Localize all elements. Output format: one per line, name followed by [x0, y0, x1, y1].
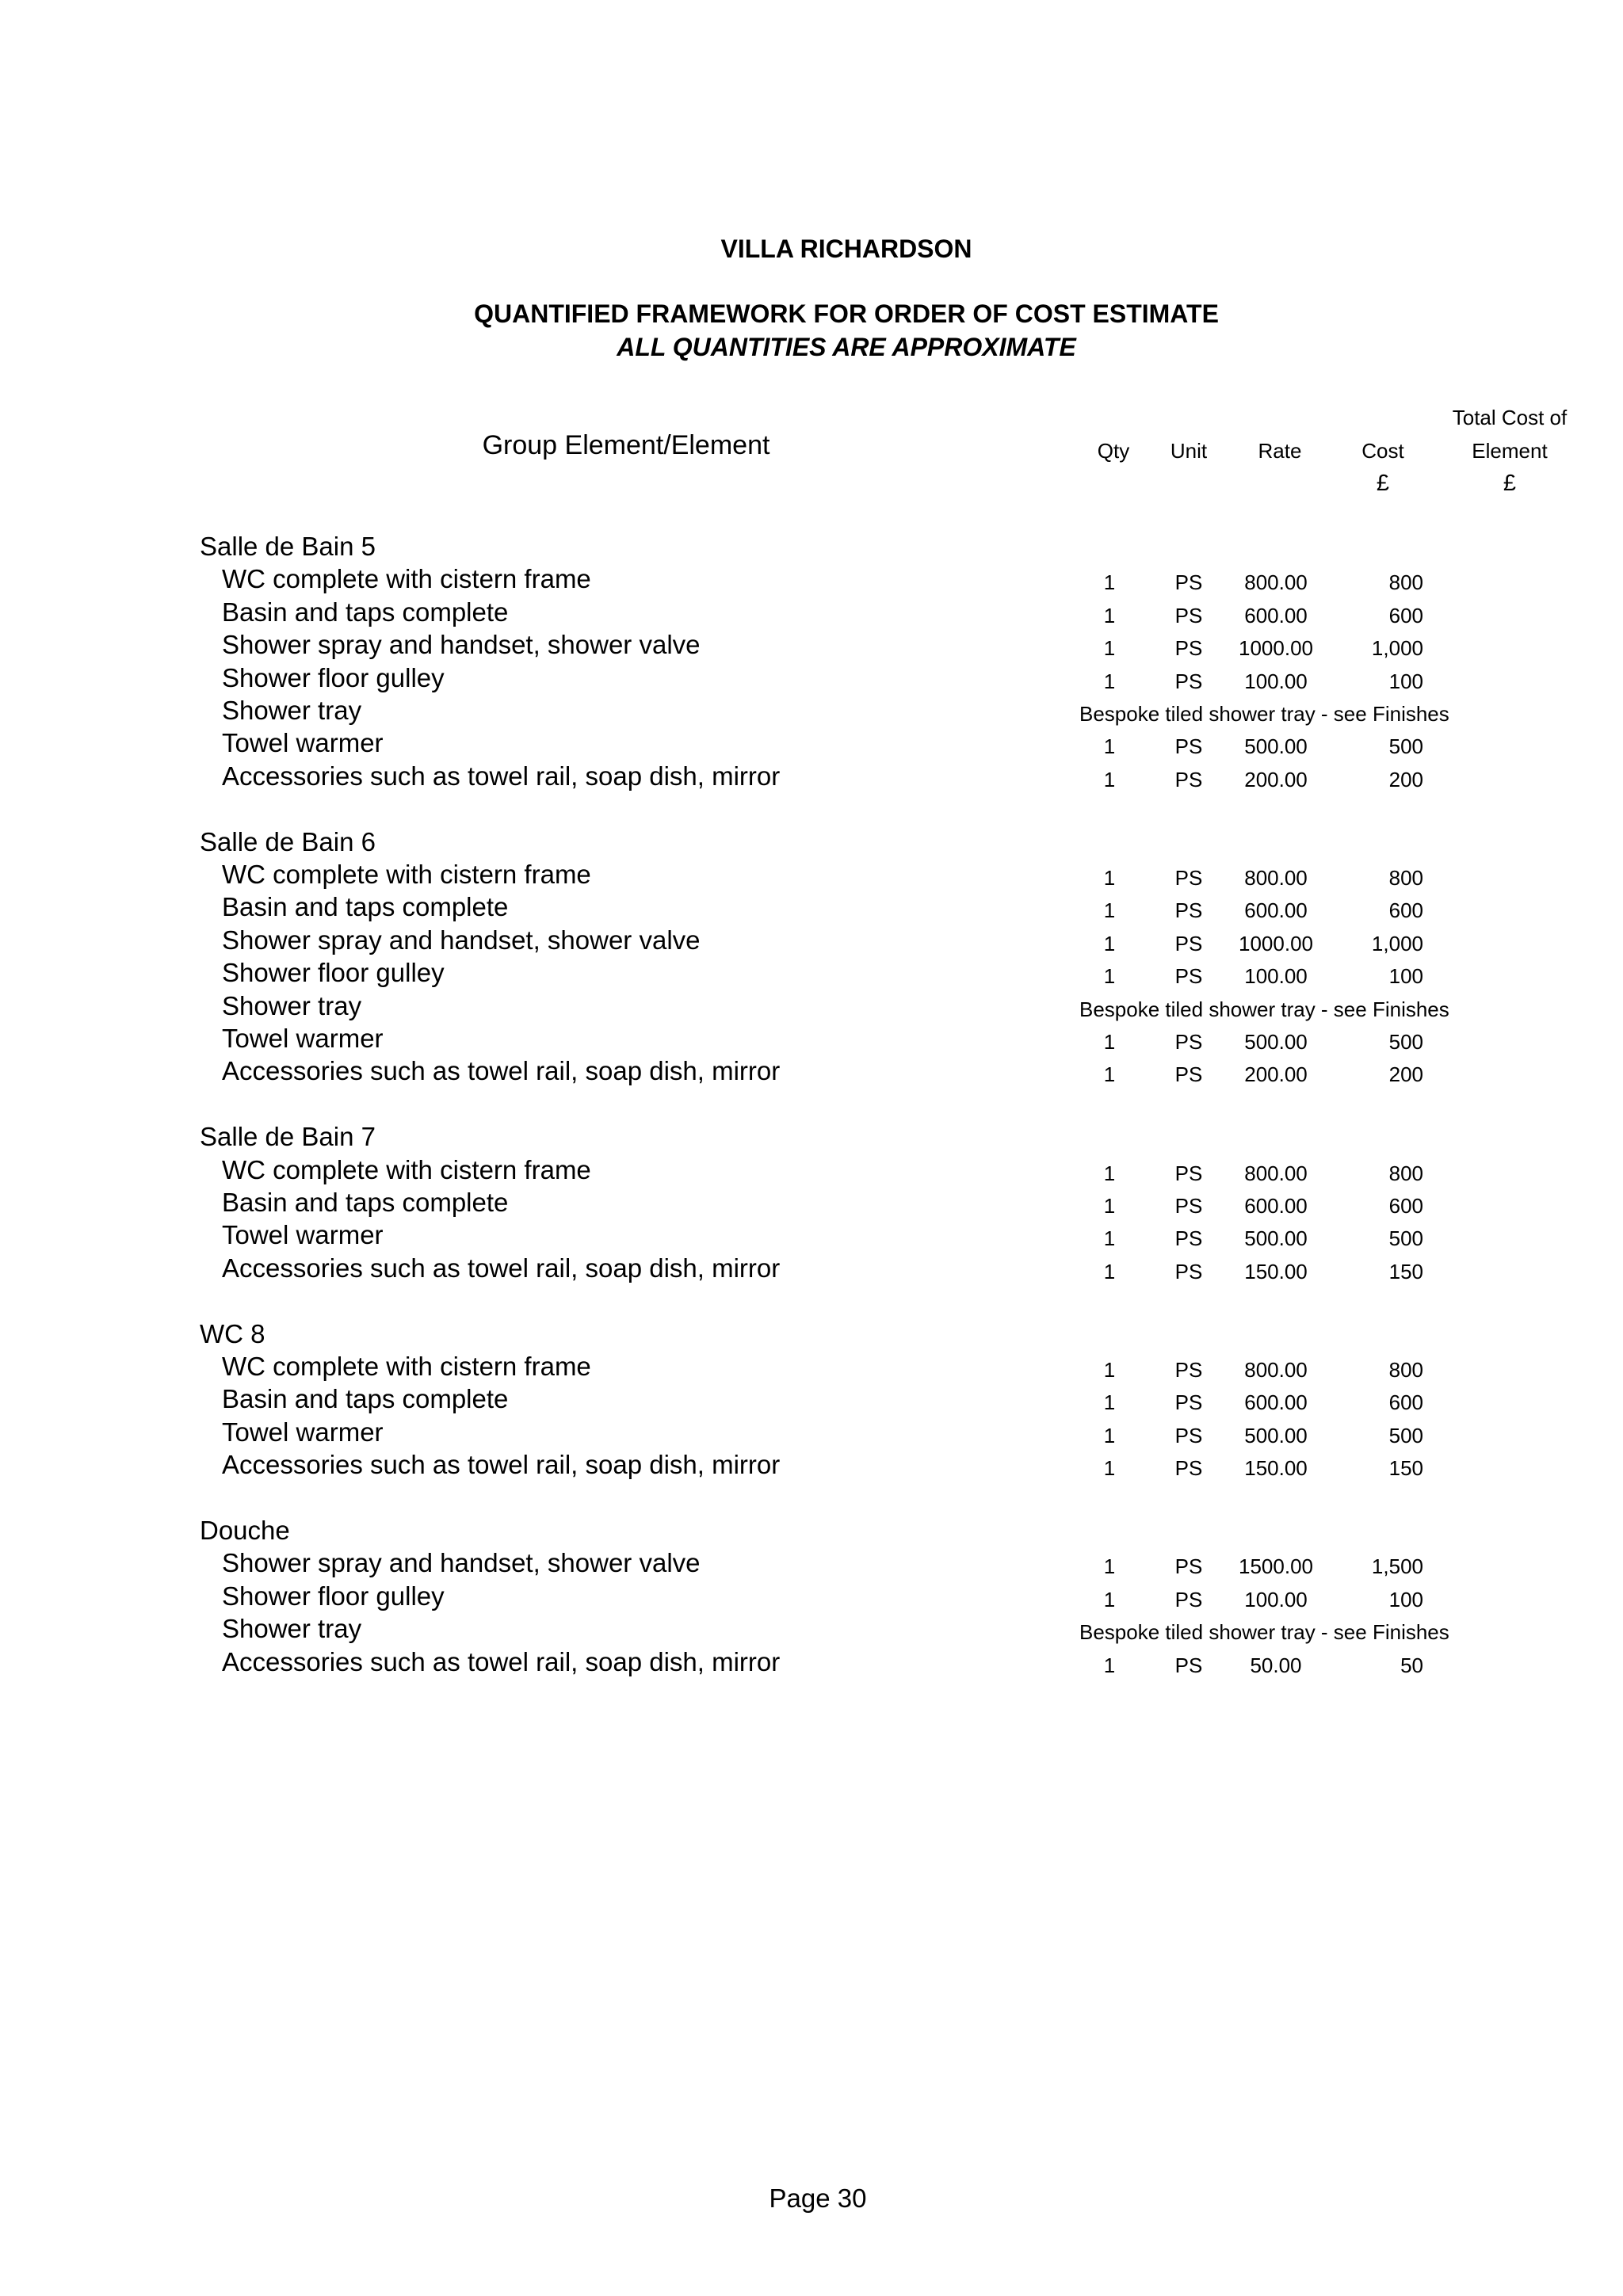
- table-row: [0, 563, 1623, 597]
- qty-cell: 1: [1103, 669, 1116, 693]
- header-total-cost-line2: Element: [1472, 439, 1548, 463]
- element-label: WC complete with cistern frame: [222, 1352, 591, 1381]
- table-row: [0, 859, 1623, 892]
- group-row: [0, 1515, 1623, 1548]
- unit-cell: PS: [1174, 1030, 1203, 1054]
- element-label: WC complete with cistern frame: [222, 860, 591, 889]
- element-label: Shower spray and handset, shower valve: [222, 630, 701, 660]
- header-cost: Cost: [1361, 439, 1404, 463]
- unit-cell: PS: [1174, 1653, 1203, 1677]
- cost-cell: 800: [1388, 1358, 1423, 1382]
- table-row: [0, 1351, 1623, 1384]
- rate-cell: 100.00: [1244, 1587, 1308, 1611]
- rate-cell: 200.00: [1244, 1062, 1308, 1087]
- group-title: Salle de Bain 7: [200, 1122, 376, 1152]
- cost-cell: 800: [1388, 570, 1423, 595]
- rate-cell: 800.00: [1244, 570, 1308, 595]
- qty-cell: 1: [1103, 1226, 1116, 1251]
- group-row: [0, 531, 1623, 564]
- cost-cell: 100: [1388, 669, 1423, 693]
- element-label: Accessories such as towel rail, soap dish, mirror: [222, 1056, 781, 1086]
- qty-cell: 1: [1103, 1358, 1116, 1382]
- cost-cell: 600: [1388, 898, 1423, 923]
- rate-cell: 100.00: [1244, 669, 1308, 693]
- cost-cell: 1,000: [1371, 931, 1423, 955]
- element-label: Towel warmer: [222, 1417, 384, 1447]
- element-label: WC complete with cistern frame: [222, 1154, 591, 1184]
- rate-cell: 600.00: [1244, 603, 1308, 627]
- cost-cell: 200: [1388, 767, 1423, 791]
- element-label: Shower floor gulley: [222, 662, 445, 692]
- cost-cell: 150: [1388, 1259, 1423, 1283]
- cost-cell: 500: [1388, 1423, 1423, 1447]
- rate-cell: 1000.00: [1239, 636, 1313, 661]
- unit-cell: PS: [1174, 636, 1203, 661]
- element-note: Bespoke tiled shower tray - see Finishes: [1079, 702, 1449, 726]
- rate-cell: 500.00: [1244, 734, 1308, 759]
- qty-cell: 1: [1103, 1390, 1116, 1415]
- qty-cell: 1: [1103, 570, 1116, 595]
- element-note: Bespoke tiled shower tray - see Finishes: [1079, 997, 1449, 1021]
- header-total-cost-line1: Total Cost of: [1452, 406, 1568, 429]
- table-row: [0, 990, 1623, 1024]
- unit-cell: PS: [1174, 734, 1203, 759]
- rate-cell: 500.00: [1244, 1030, 1308, 1054]
- group-row: [0, 1121, 1623, 1154]
- unit-cell: PS: [1174, 1062, 1203, 1087]
- qty-cell: 1: [1103, 767, 1116, 791]
- cost-cell: 100: [1388, 1587, 1423, 1611]
- rate-cell: 1500.00: [1239, 1554, 1313, 1579]
- table-row: [0, 891, 1623, 925]
- cost-cell: 50: [1400, 1653, 1423, 1677]
- element-label: Accessories such as towel rail, soap dish, mirror: [222, 1253, 781, 1283]
- table-row: [0, 1023, 1623, 1056]
- qty-cell: 1: [1103, 1062, 1116, 1087]
- cost-cell: 600: [1388, 1390, 1423, 1415]
- rate-cell: 150.00: [1244, 1259, 1308, 1283]
- table-row: [0, 629, 1623, 662]
- rate-cell: 1000.00: [1239, 931, 1313, 955]
- unit-cell: PS: [1174, 570, 1203, 595]
- element-label: Shower tray: [222, 696, 362, 725]
- rate-cell: 800.00: [1244, 1161, 1308, 1185]
- header-group-element: Group Element/Element: [482, 430, 770, 460]
- element-label: Accessories such as towel rail, soap dish, mirror: [222, 1450, 781, 1480]
- unit-cell: PS: [1174, 1161, 1203, 1185]
- unit-cell: PS: [1174, 931, 1203, 955]
- element-label: Shower spray and handset, shower valve: [222, 1548, 701, 1578]
- element-label: Towel warmer: [222, 1220, 384, 1250]
- rate-cell: 600.00: [1244, 1390, 1308, 1415]
- cost-cell: 1,500: [1371, 1554, 1423, 1579]
- element-label: WC complete with cistern frame: [222, 564, 591, 594]
- element-label: Basin and taps complete: [222, 892, 509, 922]
- element-label: Accessories such as towel rail, soap dish, mirror: [222, 761, 781, 791]
- unit-cell: PS: [1174, 898, 1203, 923]
- table-row: [0, 1055, 1623, 1089]
- qty-cell: 1: [1103, 1161, 1116, 1185]
- cost-cell: 600: [1388, 1194, 1423, 1218]
- rate-cell: 200.00: [1244, 767, 1308, 791]
- rate-cell: 600.00: [1244, 898, 1308, 923]
- document-subtitle: QUANTIFIED FRAMEWORK FOR ORDER OF COST ESTIMATE: [474, 299, 1219, 328]
- table-row: [0, 925, 1623, 958]
- cost-cell: 500: [1388, 1226, 1423, 1251]
- element-label: Basin and taps complete: [222, 1384, 509, 1414]
- unit-cell: PS: [1174, 1226, 1203, 1251]
- table-row: [0, 761, 1623, 794]
- table-row: [0, 1449, 1623, 1482]
- header-total-currency: £: [1503, 471, 1517, 496]
- header-unit: Unit: [1170, 439, 1208, 463]
- qty-cell: 1: [1103, 1653, 1116, 1677]
- qty-cell: 1: [1103, 1587, 1116, 1611]
- qty-cell: 1: [1103, 964, 1116, 989]
- unit-cell: PS: [1174, 1456, 1203, 1481]
- table-row: [0, 1219, 1623, 1253]
- element-label: Basin and taps complete: [222, 1188, 509, 1217]
- qty-cell: 1: [1103, 603, 1116, 627]
- unit-cell: PS: [1174, 866, 1203, 890]
- table-row: [0, 1646, 1623, 1680]
- unit-cell: PS: [1174, 1259, 1203, 1283]
- element-label: Shower tray: [222, 1614, 362, 1644]
- cost-cell: 800: [1388, 1161, 1423, 1185]
- header-cost-currency: £: [1376, 471, 1390, 496]
- qty-cell: 1: [1103, 1554, 1116, 1579]
- unit-cell: PS: [1174, 1587, 1203, 1611]
- table-row: [0, 1581, 1623, 1614]
- rate-cell: 800.00: [1244, 866, 1308, 890]
- rate-cell: 500.00: [1244, 1423, 1308, 1447]
- unit-cell: PS: [1174, 1390, 1203, 1415]
- element-label: Shower floor gulley: [222, 1581, 445, 1611]
- group-row: [0, 1318, 1623, 1352]
- cost-cell: 500: [1388, 1030, 1423, 1054]
- element-label: Shower spray and handset, shower valve: [222, 925, 701, 955]
- element-note: Bespoke tiled shower tray - see Finishes: [1079, 1620, 1449, 1645]
- qty-cell: 1: [1103, 1423, 1116, 1447]
- cost-cell: 500: [1388, 734, 1423, 759]
- group-title: WC 8: [200, 1318, 265, 1348]
- qty-cell: 1: [1103, 636, 1116, 661]
- cost-cell: 600: [1388, 603, 1423, 627]
- rate-cell: 150.00: [1244, 1456, 1308, 1481]
- qty-cell: 1: [1103, 898, 1116, 923]
- group-row: [0, 826, 1623, 860]
- rate-cell: 50.00: [1250, 1653, 1302, 1677]
- page-number: Page 30: [769, 2183, 867, 2213]
- table-row: [0, 1253, 1623, 1286]
- document-title: VILLA RICHARDSON: [720, 235, 972, 263]
- table-row: [0, 1187, 1623, 1220]
- element-label: Accessories such as towel rail, soap dish, mirror: [222, 1646, 781, 1676]
- unit-cell: PS: [1174, 1358, 1203, 1382]
- qty-cell: 1: [1103, 1030, 1116, 1054]
- element-label: Basin and taps complete: [222, 597, 509, 627]
- unit-cell: PS: [1174, 1554, 1203, 1579]
- cost-cell: 800: [1388, 866, 1423, 890]
- group-title: Douche: [200, 1516, 290, 1545]
- document-subtitle-approximate: ALL QUANTITIES ARE APPROXIMATE: [617, 333, 1076, 361]
- table-row: [0, 1547, 1623, 1581]
- table-row: [0, 1154, 1623, 1188]
- group-title: Salle de Bain 5: [200, 532, 376, 561]
- rate-cell: 600.00: [1244, 1194, 1308, 1218]
- header-qty: Qty: [1097, 439, 1130, 463]
- unit-cell: PS: [1174, 603, 1203, 627]
- cost-cell: 200: [1388, 1062, 1423, 1087]
- table-row: [0, 1383, 1623, 1417]
- cost-cell: 1,000: [1371, 636, 1423, 661]
- unit-cell: PS: [1174, 964, 1203, 989]
- table-row: [0, 597, 1623, 630]
- table-row: [0, 957, 1623, 990]
- qty-cell: 1: [1103, 866, 1116, 890]
- qty-cell: 1: [1103, 1259, 1116, 1283]
- unit-cell: PS: [1174, 669, 1203, 693]
- table-row: [0, 1417, 1623, 1450]
- table-row: [0, 695, 1623, 728]
- cost-cell: 150: [1388, 1456, 1423, 1481]
- rate-cell: 800.00: [1244, 1358, 1308, 1382]
- unit-cell: PS: [1174, 767, 1203, 791]
- unit-cell: PS: [1174, 1194, 1203, 1218]
- rate-cell: 500.00: [1244, 1226, 1308, 1251]
- element-label: Towel warmer: [222, 1024, 384, 1053]
- table-row: [0, 662, 1623, 696]
- qty-cell: 1: [1103, 734, 1116, 759]
- cost-cell: 100: [1388, 964, 1423, 989]
- header-rate: Rate: [1258, 439, 1302, 463]
- unit-cell: PS: [1174, 1423, 1203, 1447]
- qty-cell: 1: [1103, 1194, 1116, 1218]
- rate-cell: 100.00: [1244, 964, 1308, 989]
- element-label: Shower floor gulley: [222, 958, 445, 988]
- qty-cell: 1: [1103, 1456, 1116, 1481]
- qty-cell: 1: [1103, 931, 1116, 955]
- element-label: Towel warmer: [222, 728, 384, 758]
- element-label: Shower tray: [222, 990, 362, 1020]
- table-row: [0, 727, 1623, 761]
- group-title: Salle de Bain 6: [200, 826, 376, 856]
- table-row: [0, 1613, 1623, 1646]
